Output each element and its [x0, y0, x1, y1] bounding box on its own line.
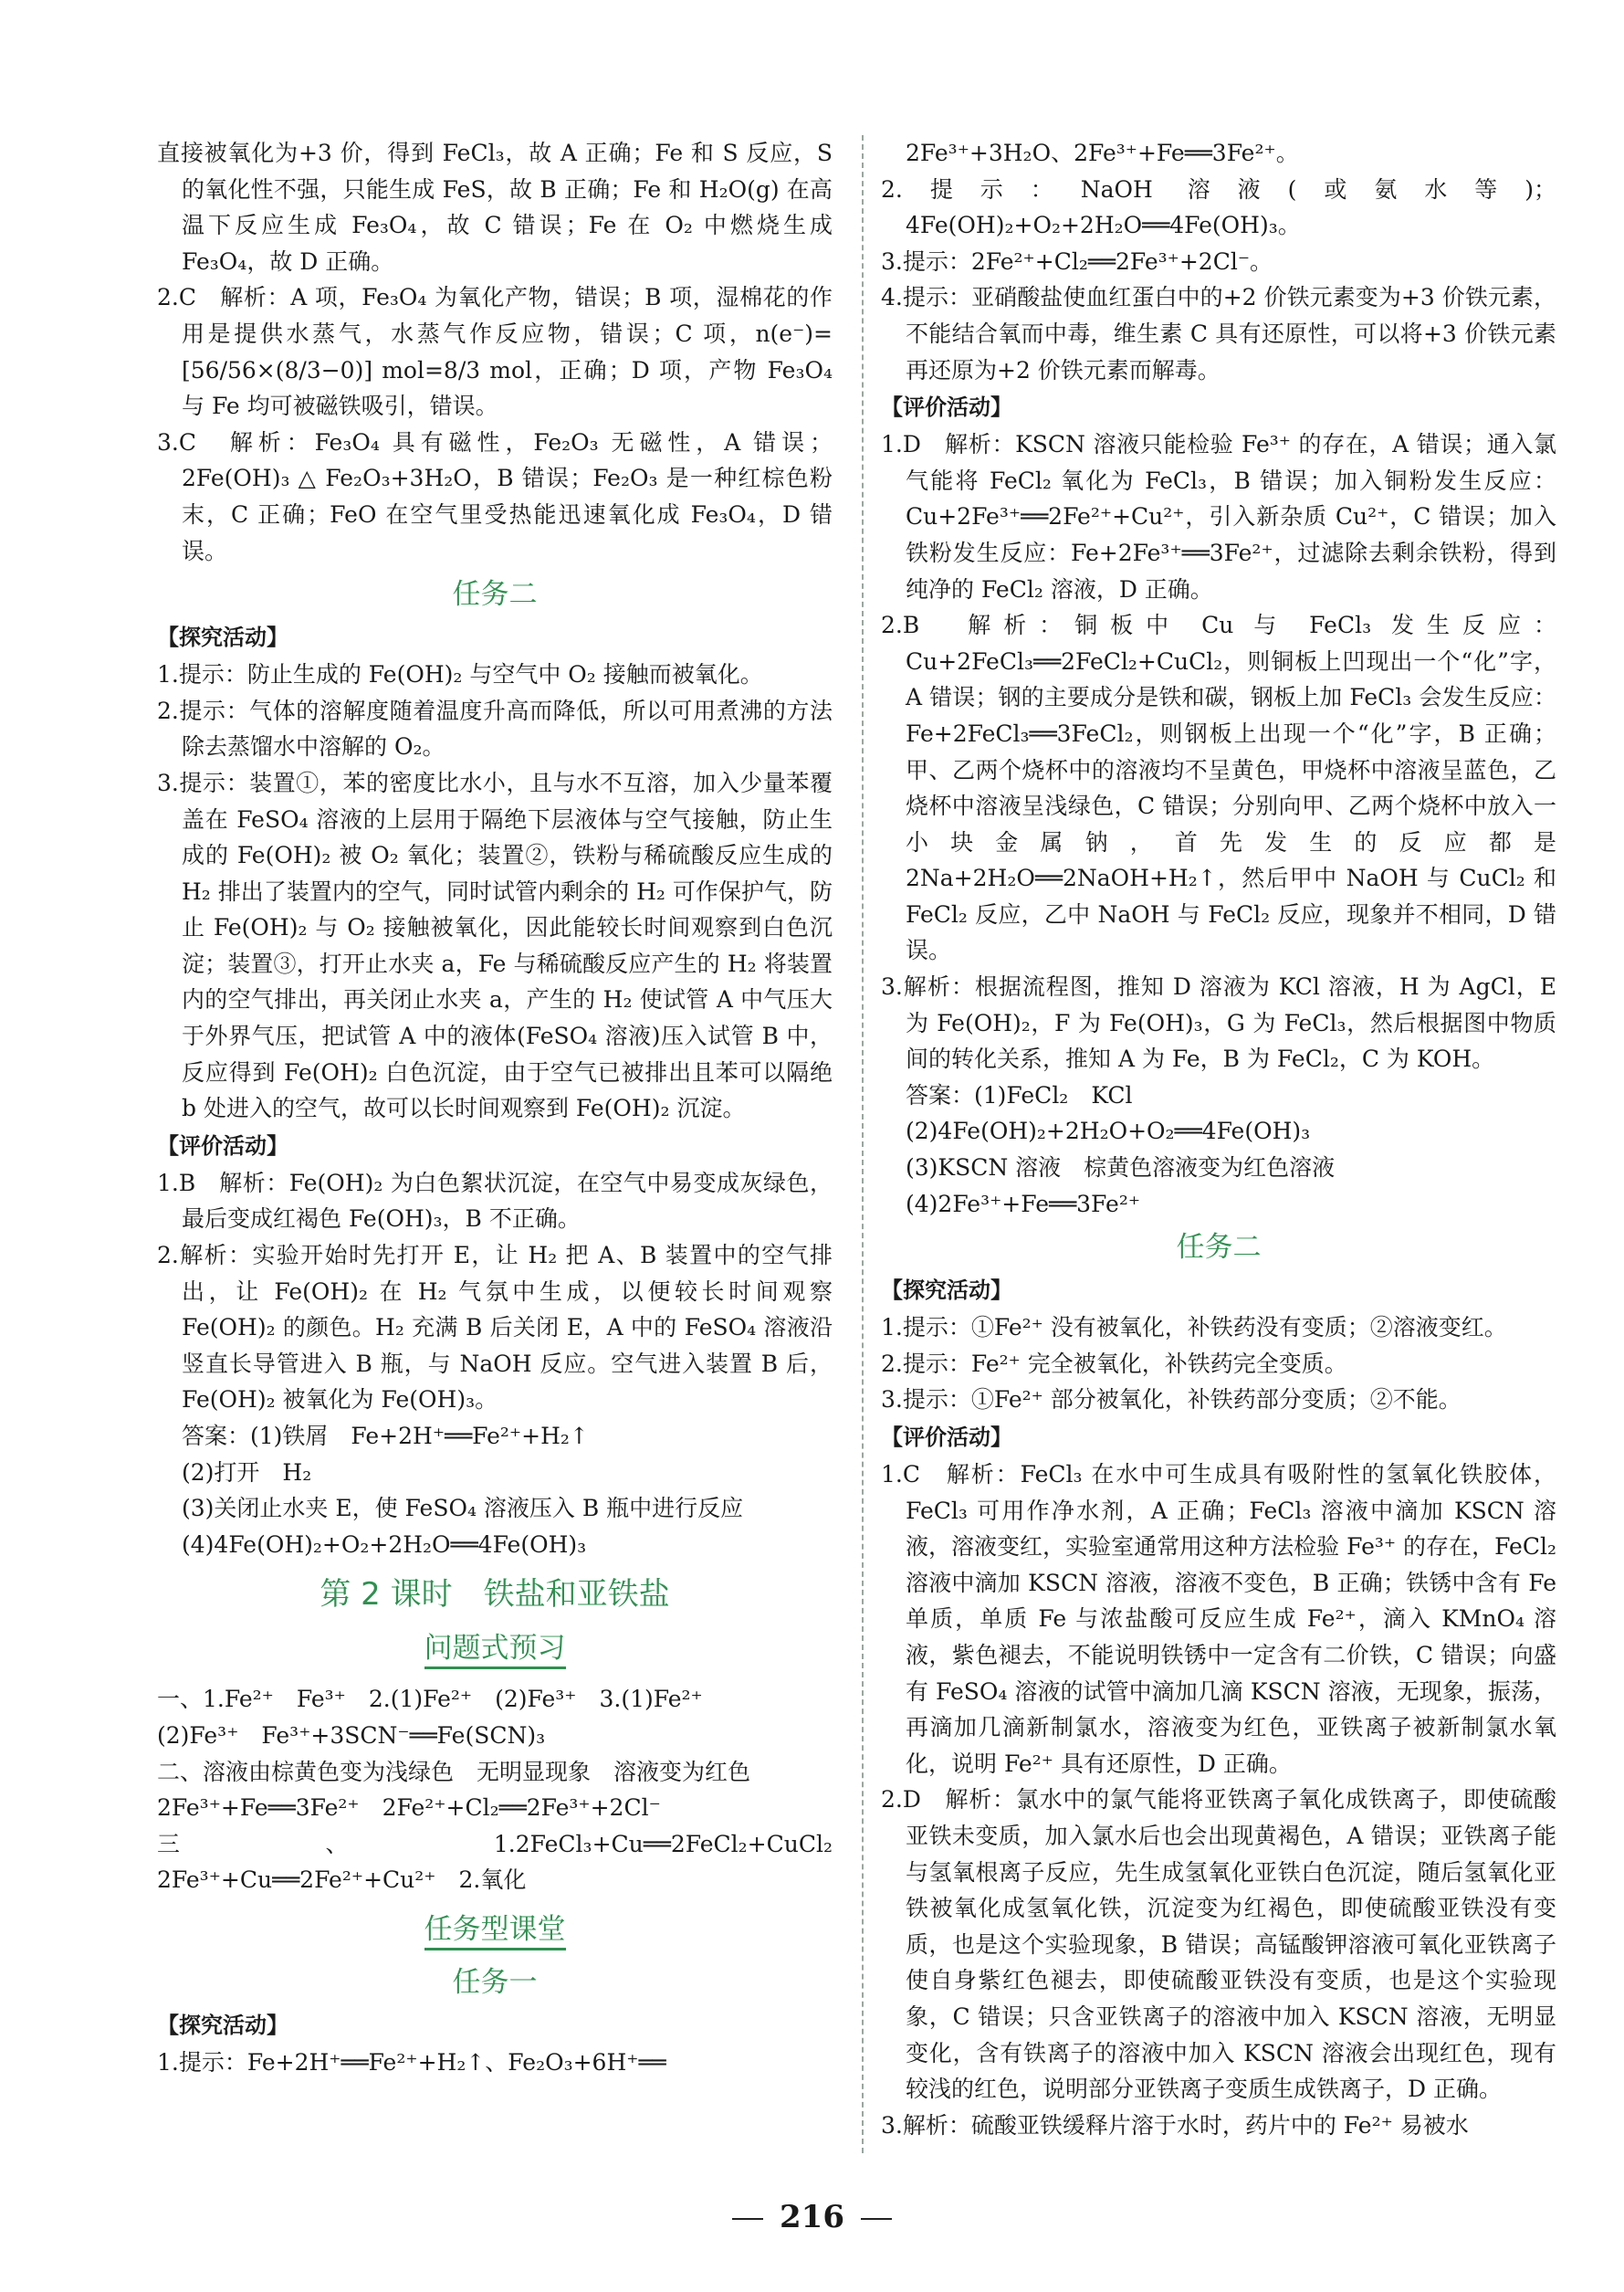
- answer-paragraph: 1.提示：①Fe²⁺ 没有被氧化，补铁药没有变质；②溶液变红。: [881, 1314, 1507, 1341]
- answer-line: (4)2Fe³⁺+Fe══3Fe²⁺: [906, 1190, 1141, 1217]
- activity-label: 【探究活动】: [881, 1277, 1012, 1304]
- answer-paragraph: 2.解析：实验开始时先打开 E，让 H₂ 把 A、B 装置中的空气排出，让 Fe(OH)₂ 在 H₂ 气氛中生成，以便较长时间观察 Fe(OH)₂ 的颜色。H₂ 充满 B 后关闭 E，A 中的 FeSO₄ 溶液沿竖直长导管进入 B 瓶，与 NaOH 反应。空气进入装置 B 后，Fe(OH)₂ 被氧化为 Fe(OH)₃。: [157, 1242, 833, 1414]
- answer-paragraph: 2.C 解析：A 项，Fe₃O₄ 为氧化产物，错误；B 项，湿棉花的作用是提供水蒸气，水蒸气作反应物，错误；C 项，n(e⁻)=[56/56×(8/3−0)] mol=8/3 mol，正确；D 项，产物 Fe₃O₄ 与 Fe 均可被磁铁吸引，错误。: [157, 284, 833, 420]
- answer-line: (2)打开 H₂: [182, 1458, 312, 1486]
- answer-paragraph: 2.提示：气体的溶解度随着温度升高而降低，所以可用煮沸的方法除去蒸馏水中溶解的 O₂。: [157, 697, 833, 761]
- answer-paragraph: 1.C 解析：FeCl₃ 在水中可生成具有吸附性的氢氧化铁胶体，FeCl₃ 可用作净水剂，A 正确；FeCl₃ 溶液中滴加 KSCN 溶液，溶液变红，实验室通常用这种方法检验 Fe³⁺ 的存在，FeCl₂ 溶液中滴加 KSCN 溶液，溶液不变色，B 正确；铁锈中含有 Fe 单质，单质 Fe 与浓盐酸可反应生成 Fe²⁺，滴入 KMnO₄ 溶液，紫色褪去，不能说明铁锈中一定含有二价铁，C 错误；向盛有 FeSO₄ 溶液的试管中滴加几滴 KSCN 溶液，无现象，振荡，再滴加几滴新制氯水，溶液变为红色，亚铁离子被新制氯水氧化，说明 Fe²⁺ 具有还原性，D 正确。: [881, 1461, 1556, 1777]
- section-heading-text: 问题式预习: [424, 1632, 566, 1669]
- answer-paragraph: 1.提示：防止生成的 Fe(OH)₂ 与空气中 O₂ 接触而被氧化。: [157, 661, 763, 689]
- answer-paragraph: 3.提示：装置①，苯的密度比水小，且与水不互溶，加入少量苯覆盖在 FeSO₄ 溶液的上层用于隔绝下层液体与空气接触，防止生成的 Fe(OH)₂ 被 O₂ 氧化；装置②，铁粉与稀硫酸反应生成的 H₂ 排出了装置内的空气，同时试管内剩余的 H₂ 可作保护气，防止 Fe(OH)₂ 与 O₂ 接触被氧化，因此能较长时间观察到白色沉淀；装置③，打开止水夹 a，Fe 与稀硫酸反应产生的 H₂ 将装置内的空气排出，再关闭止水夹 a，产生的 H₂ 使试管 A 中气压大于外界气压，把试管 A 中的液体(FeSO₄ 溶液)压入试管 B 中，反应得到 Fe(OH)₂ 白色沉淀，由于空气已被排出且苯可以隔绝 b 处进入的空气，故可以长时间观察到 Fe(OH)₂ 沉淀。: [157, 769, 833, 1122]
- text-line: 一、1.Fe²⁺ Fe³⁺ 2.(1)Fe²⁺ (2)Fe³⁺ 3.(1)Fe²⁺: [157, 1686, 703, 1713]
- text-line: 三、1.2FeCl₃+Cu══2FeCl₂+CuCl₂ 2Fe³⁺+Cu══2Fe²⁺+Cu²⁺ 2.氧化: [157, 1830, 856, 1894]
- answer-paragraph: 2.D 解析：氯水中的氯气能将亚铁离子氧化成铁离子，即使硫酸亚铁未变质，加入氯水后也会出现黄褐色，A 错误；亚铁离子能与氢氧根离子反应，先生成氢氧化亚铁白色沉淀，随后氢氧化亚铁被氧化成氢氧化铁，沉淀变为红褐色，即使硫酸亚铁没有变质，也是这个实验现象，B 错误；高锰酸钾溶液可氧化亚铁离子使自身紫红色褪去，即使硫酸亚铁没有变质，也是这个实验现象，C 错误；只含亚铁离子的溶液中加入 KSCN 溶液，无明显变化，含有铁离子的溶液中加入 KSCN 溶液会出现红色，现有较浅的红色，说明部分亚铁离子变质生成铁离子，D 正确。: [881, 1786, 1556, 2103]
- section-heading: [157, 1908, 833, 1953]
- activity-label: 【探究活动】: [157, 625, 288, 651]
- answer-paragraph: 2.提示：Fe²⁺ 完全被氧化，补铁药完全变质。: [881, 1350, 1347, 1377]
- answer-line: (3)KSCN 溶液 棕黄色溶液变为红色溶液: [906, 1154, 1336, 1182]
- activity-label: 【探究活动】: [157, 2012, 288, 2038]
- activity-label: 【评价活动】: [881, 394, 1012, 421]
- section-heading-text: 任务型课堂: [424, 1913, 566, 1950]
- page-number: 216: [0, 2199, 1624, 2235]
- activity-label: 【评价活动】: [881, 1425, 1012, 1450]
- answer-paragraph: 3.提示：①Fe²⁺ 部分被氧化，补铁药部分变质；②不能。: [881, 1386, 1462, 1414]
- answer-line: (2)4Fe(OH)₂+2H₂O+O₂══4Fe(OH)₃: [906, 1118, 1311, 1145]
- answer-line: (4)4Fe(OH)₂+O₂+2H₂O══4Fe(OH)₃: [182, 1530, 587, 1558]
- answer-paragraph: 3.C 解析：Fe₃O₄ 具有磁性，Fe₂O₃ 无磁性，A 错误；2Fe(OH)₃ △ Fe₂O₃+3H₂O，B 错误；Fe₂O₃ 是一种红棕色粉末，C 正确；FeO 在空气里受热能迅速氧化成 Fe₃O₄，D 错误。: [157, 428, 833, 564]
- column-divider: [862, 135, 864, 2153]
- text-line: 2Fe³⁺+Fe══3Fe²⁺ 2Fe²⁺+Cl₂══2Fe³⁺+2Cl⁻: [157, 1794, 661, 1822]
- answer-paragraph: 直接被氧化为+3 价，得到 FeCl₃，故 A 正确；Fe 和 S 反应，S 的氧化性不强，只能生成 FeS，故 B 正确；Fe 和 H₂O(g) 在高温下反应生成 Fe₃O₄，故 C 错误；Fe 在 O₂ 中燃烧生成 Fe₃O₄，故 D 正确。: [157, 140, 833, 275]
- answer-paragraph: 3.解析：根据流程图，推知 D 溶液为 KCl 溶液，H 为 AgCl，E 为 Fe(OH)₂，F 为 Fe(OH)₃，G 为 FeCl₃，然后根据图中物质间的转化关系，推知 A 为 Fe，B 为 FeCl₂，C 为 KOH。: [881, 973, 1556, 1073]
- section-heading: [157, 1626, 833, 1672]
- task-heading: 任务二: [452, 578, 538, 612]
- left-column: [157, 135, 856, 2081]
- task-heading: 任务一: [452, 1965, 538, 1999]
- answer-paragraph: 3.解析：硫酸亚铁缓释片溶于水时，药片中的 Fe²⁺ 易被水: [881, 2111, 1469, 2139]
- answer-paragraph: 3.提示：2Fe²⁺+Cl₂══2Fe³⁺+2Cl⁻。: [881, 247, 1273, 275]
- answer-line: 答案：(1)FeCl₂ KCl: [906, 1081, 1133, 1109]
- text-line: (2)Fe³⁺ Fe³⁺+3SCN⁻══Fe(SCN)₃: [157, 1721, 546, 1749]
- answer-paragraph: 2.提示：NaOH 溶液(或氨水等)；4Fe(OH)₂+O₂+2H₂O══4Fe(OH)₃。: [881, 175, 1556, 239]
- task-heading: 任务二: [1176, 1231, 1262, 1265]
- answer-paragraph: 2.B 解析：铜板中 Cu 与 FeCl₃ 发生反应：Cu+2FeCl₃══2FeCl₂+CuCl₂，则铜板上凹现出一个“化”字，A 错误；钢的主要成分是铁和碳，钢板上加 FeCl₃ 会发生反应：Fe+2FeCl₃══3FeCl₂，则钢板上出现一个“化”字，B 正确；甲、乙两个烧杯中的溶液均不呈黄色，甲烧杯中溶液呈蓝色，乙烧杯中溶液呈浅绿色，C 错误；分别向甲、乙两个烧杯中放入一小块金属钠，首先发生的反应都是 2Na+2H₂O══2NaOH+H₂↑，然后甲中 NaOH 与 CuCl₂ 和 FeCl₂ 反应，乙中 NaOH 与 FeCl₂ 反应，现象并不相同，D 错误。: [881, 612, 1556, 964]
- answer-paragraph: 1.B 解析：Fe(OH)₂ 为白色絮状沉淀，在空气中易变成灰绿色，最后变成红褐色 Fe(OH)₃，B 不正确。: [157, 1169, 833, 1233]
- answer-line: (3)关闭止水夹 E，使 FeSO₄ 溶液压入 B 瓶中进行反应: [182, 1495, 744, 1522]
- answer-line: 答案：(1)铁屑 Fe+2H⁺══Fe²⁺+H₂↑: [182, 1423, 589, 1449]
- text-line: 二、溶液由棕黄色变为浅绿色 无明显现象 溶液变为红色: [157, 1758, 751, 1785]
- answer-paragraph: 1.提示：Fe+2H⁺══Fe²⁺+H₂↑、Fe₂O₃+6H⁺══: [157, 2048, 666, 2076]
- answer-line: 2Fe³⁺+3H₂O、2Fe³⁺+Fe══3Fe²⁺。: [906, 140, 1299, 166]
- right-column: [881, 135, 1556, 2143]
- lesson-title: 第 2 课时 铁盐和亚铁盐: [320, 1576, 670, 1614]
- answer-paragraph: 1.D 解析：KSCN 溶液只能检验 Fe³⁺ 的存在，A 错误；通入氯气能将 FeCl₂ 氧化为 FeCl₃，B 错误；加入铜粉发生反应：Cu+2Fe³⁺══2Fe²⁺+Cu²⁺，引入新杂质 Cu²⁺，C 错误；加入铁粉发生反应：Fe+2Fe³⁺══3Fe²⁺，过滤除去剩余铁粉，得到纯净的 FeCl₂ 溶液，D 正确。: [881, 431, 1556, 603]
- activity-label: 【评价活动】: [157, 1132, 288, 1159]
- answer-paragraph: 4.提示：亚硝酸盐使血红蛋白中的+2 价铁元素变为+3 价铁元素，不能结合氧而中毒，维生素 C 具有还原性，可以将+3 价铁元素再还原为+2 价铁元素而解毒。: [881, 284, 1556, 384]
